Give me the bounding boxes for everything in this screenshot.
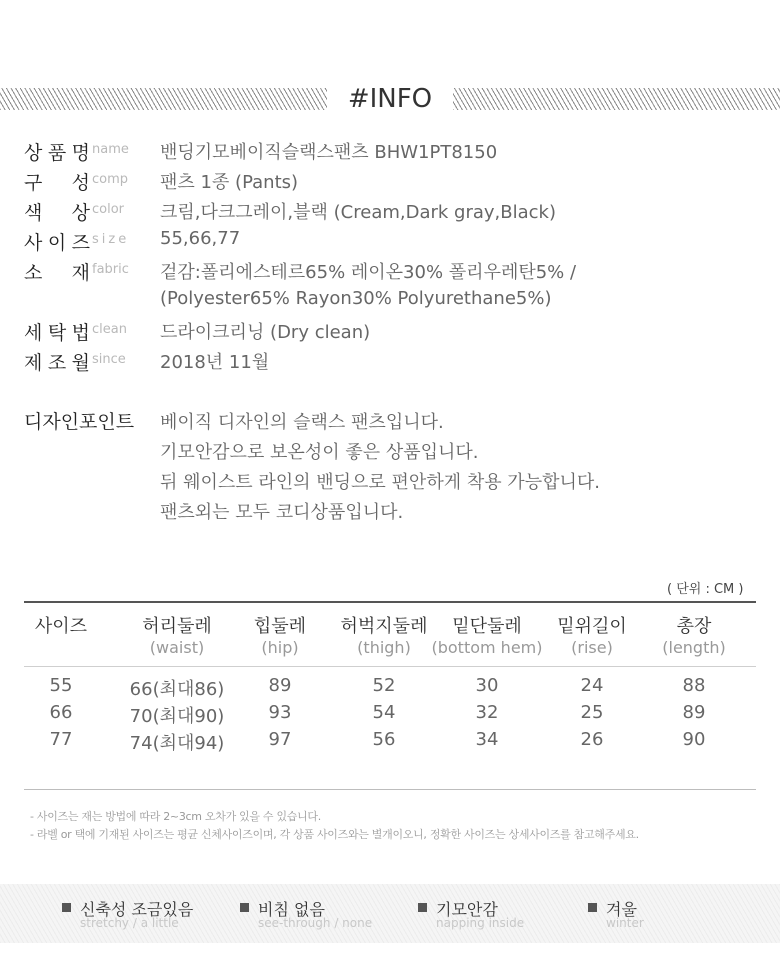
header-length: 총장: [676, 616, 712, 637]
info-row-name: [24, 138, 764, 164]
label-char: 제: [24, 352, 43, 374]
property-title: 겨울: [606, 900, 637, 919]
header-hip-sub: (hip): [261, 638, 299, 657]
cell-length: 90: [682, 729, 706, 750]
size-note: - 라벨 or 택에 기재된 사이즈는 평균 신체사이즈이며, 각 상품 사이즈와는 별개이오니, 정확한 사이즈는 상세사이즈를 참고해주세요.: [30, 828, 639, 841]
label-char: 상: [24, 142, 43, 164]
design-point-label: 디자인포인트: [24, 411, 135, 433]
cell-hip: 89: [268, 675, 292, 696]
cell-size: 66: [49, 702, 73, 723]
properties-band: [0, 884, 780, 943]
info-row-clean: [24, 318, 764, 344]
info-row-fabric: [24, 258, 764, 309]
info-row-since: [24, 348, 764, 374]
info-sublabel: clean: [92, 322, 127, 337]
cell-size: 77: [49, 729, 73, 750]
info-value: 밴딩기모베이직슬랙스팬츠 BHW1PT8150: [160, 142, 498, 163]
cell-length: 89: [682, 702, 706, 723]
cell-rise: 24: [580, 675, 604, 696]
property-title: 비침 없음: [258, 900, 325, 919]
square-bullet-icon: [418, 903, 427, 912]
cell-waist: 74(최대94): [129, 733, 225, 754]
cell-thigh: 54: [372, 702, 396, 723]
property-title: 신축성 조금있음: [80, 900, 194, 919]
header-size: 사이즈: [34, 616, 88, 637]
table-top-rule: [24, 601, 756, 603]
cell-thigh: 52: [372, 675, 396, 696]
info-label: [24, 318, 90, 345]
cell-thigh: 56: [372, 729, 396, 750]
property-subtitle: napping inside: [436, 916, 525, 930]
cell-hip: 97: [268, 729, 292, 750]
header-hip: 힙둘레: [253, 616, 307, 637]
cell-hip: 93: [268, 702, 292, 723]
cell-hem: 32: [475, 702, 499, 723]
cell-hem: 34: [475, 729, 499, 750]
header-bottom-hem-sub: (bottom hem): [431, 638, 543, 657]
square-bullet-icon: [240, 903, 249, 912]
label-char: 성: [71, 172, 90, 194]
info-sublabel: color: [92, 202, 125, 217]
info-sublabel: fabric: [92, 262, 129, 277]
info-sublabel: size: [92, 232, 130, 247]
info-sublabel: name: [92, 142, 129, 157]
info-label: [24, 258, 90, 285]
info-row-comp: [24, 168, 764, 194]
cell-waist: 70(최대90): [129, 706, 225, 727]
info-value: 크림,다크그레이,블랙 (Cream,Dark gray,Black): [160, 202, 557, 223]
header-length-sub: (length): [662, 638, 726, 657]
label-char: 구: [24, 172, 43, 194]
label-char: 탁: [47, 322, 67, 344]
label-char: 즈: [71, 232, 90, 254]
cell-rise: 25: [580, 702, 604, 723]
label-char: 재: [71, 262, 90, 284]
info-value: 55,66,77: [160, 228, 241, 249]
label-char: 이: [47, 232, 67, 254]
design-point-line: 팬츠외는 모두 코디상품입니다.: [160, 502, 404, 523]
info-label: [24, 168, 90, 195]
label-char: 상: [71, 202, 90, 224]
property-subtitle: stretchy / a little: [80, 916, 179, 930]
design-point-line: 뒤 웨이스트 라인의 밴딩으로 편안하게 착용 가능합니다.: [160, 472, 600, 493]
cell-waist: 66(최대86): [129, 679, 225, 700]
info-value: 드라이크리닝 (Dry clean): [160, 322, 371, 343]
info-title: #INFO: [327, 84, 453, 114]
info-label: [24, 348, 90, 375]
label-char: 조: [47, 352, 67, 374]
label-char: 색: [24, 202, 43, 224]
header-rise-sub: (rise): [571, 638, 613, 657]
unit-label: ( 단위 : CM ): [667, 582, 744, 597]
header-bottom-hem: 밑단둘레: [452, 616, 522, 637]
property-title: 기모안감: [436, 900, 498, 919]
design-point-line: 베이직 디자인의 슬랙스 팬츠입니다.: [160, 412, 444, 433]
size-note: - 사이즈는 재는 방법에 따라 2~3cm 오차가 있을 수 있습니다.: [30, 810, 321, 823]
label-char: 세: [24, 322, 43, 344]
header-waist: 허리둘레: [142, 616, 212, 637]
property-subtitle: see-through / none: [258, 916, 373, 930]
design-point-line: 기모안감으로 보온성이 좋은 상품입니다.: [160, 442, 479, 463]
square-bullet-icon: [588, 903, 597, 912]
table-header-rule: [24, 666, 756, 667]
header-rise: 밑위길이: [557, 616, 627, 637]
label-char: 품: [47, 142, 67, 164]
info-value: 겉감:폴리에스테르65% 레이온30% 폴리우레탄5% /: [160, 262, 577, 283]
square-bullet-icon: [62, 903, 71, 912]
table-bottom-rule: [24, 789, 756, 790]
cell-rise: 26: [580, 729, 604, 750]
label-char: 법: [71, 322, 90, 344]
header-thigh-sub: (thigh): [357, 638, 411, 657]
info-value: 2018년 11월: [160, 352, 270, 373]
info-row-color: [24, 198, 764, 224]
info-label: [24, 198, 90, 225]
label-char: 소: [24, 262, 43, 284]
info-value: 팬츠 1종 (Pants): [160, 172, 299, 193]
info-label: [24, 228, 90, 255]
info-label: [24, 138, 90, 165]
property-subtitle: winter: [606, 916, 644, 930]
info-value-continued: (Polyester65% Rayon30% Polyurethane5%): [160, 288, 552, 309]
info-sublabel: since: [92, 352, 126, 367]
header-thigh: 허벅지둘레: [340, 616, 428, 637]
label-char: 사: [24, 232, 43, 254]
info-sublabel: comp: [92, 172, 129, 187]
cell-length: 88: [682, 675, 706, 696]
cell-size: 55: [49, 675, 73, 696]
cell-hem: 30: [475, 675, 499, 696]
label-char: 명: [71, 142, 90, 164]
label-char: 월: [71, 352, 90, 374]
header-waist-sub: (waist): [149, 638, 205, 657]
info-row-size: [24, 228, 764, 254]
